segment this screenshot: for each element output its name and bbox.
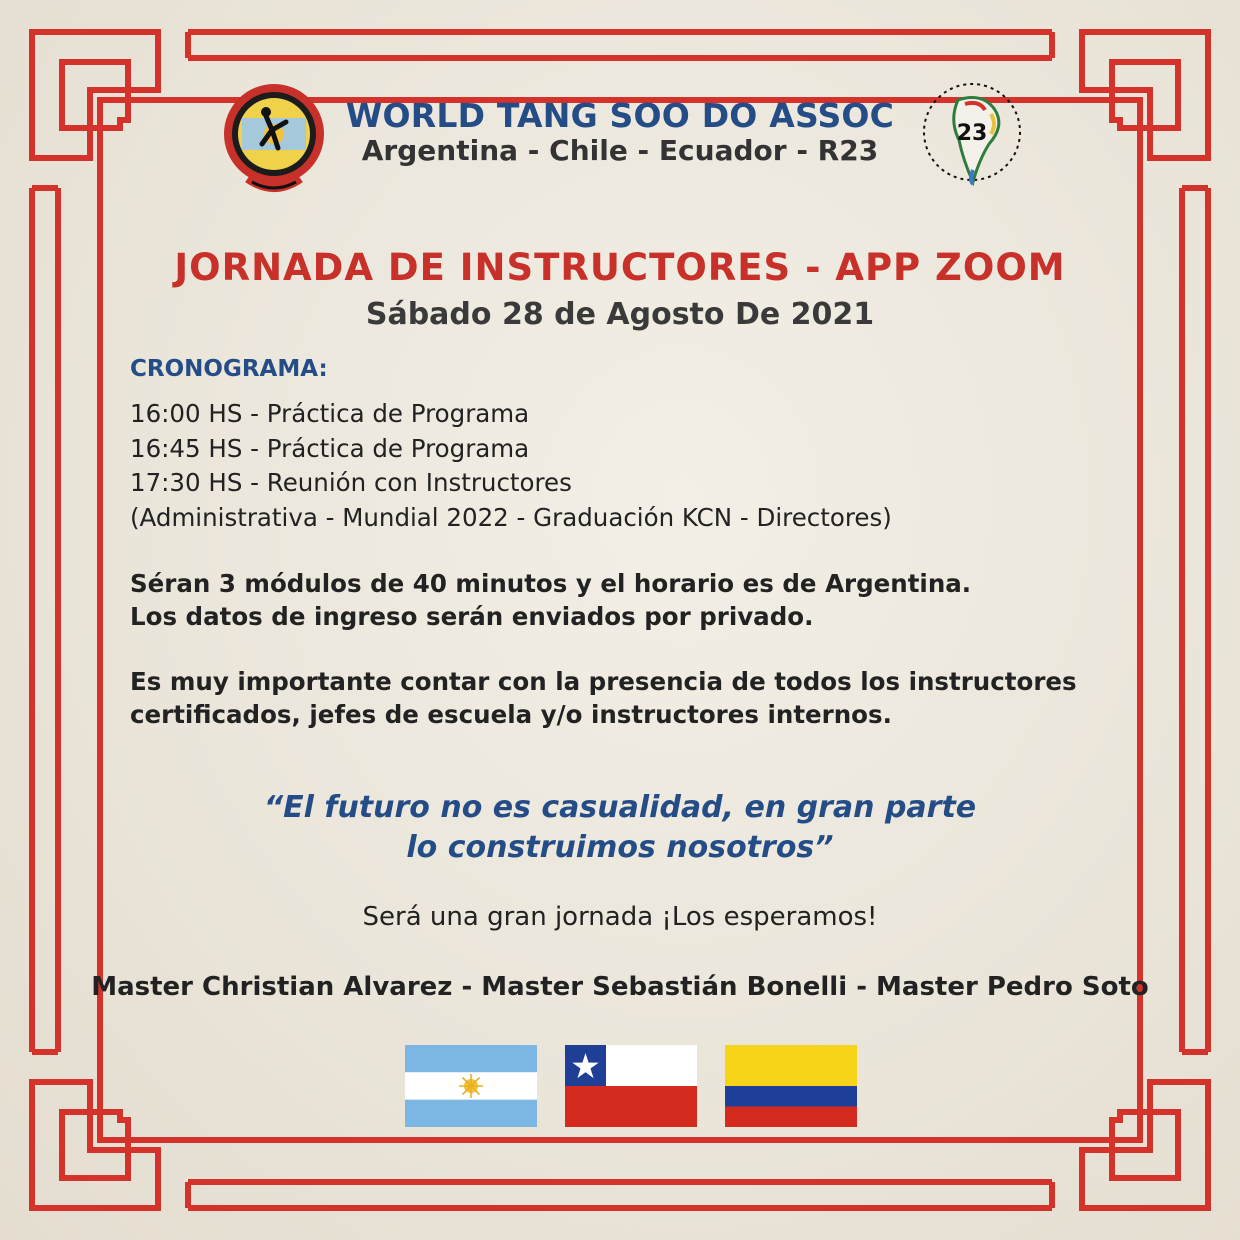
schedule-heading: CRONOGRAMA:	[130, 356, 328, 382]
region-number: 23	[956, 121, 988, 146]
schedule-item: 17:30 HS - Reunión con Instructores	[130, 468, 572, 497]
info-line: Es muy importante contar con la presencia de todos los instructores	[130, 667, 1077, 696]
schedule-item: (Administrativa - Mundial 2022 - Graduación KCN - Directores)	[130, 502, 892, 532]
schedule-item: 16:45 HS - Práctica de Programa	[130, 433, 530, 463]
info-paragraph-modules	[130, 567, 971, 633]
flag-colombia-icon	[725, 1045, 857, 1127]
signers: Master Christian Alvarez - Master Sebastián Bonelli - Master Pedro Soto	[91, 972, 1149, 1002]
info-line: Séran 3 módulos de 40 minutos y el horario es de Argentina.	[130, 569, 972, 598]
quote-line: lo construimos nosotros”	[406, 830, 834, 865]
schedule-item: 16:00 HS - Práctica de Programa	[130, 399, 530, 428]
closing-message: Será una gran jornada ¡Los esperamos!	[362, 902, 878, 932]
info-paragraph-attendance	[130, 665, 1077, 731]
info-line: certificados, jefes de escuela y/o instructores internos.	[130, 700, 892, 729]
quote-line: “El futuro no es casualidad, en gran parte	[263, 790, 977, 825]
flag-chile-icon	[565, 1045, 697, 1127]
quote	[0, 788, 1240, 868]
event-title: JORNADA DE INSTRUCTORES - APP ZOOM	[174, 246, 1066, 289]
info-line: Los datos de ingreso serán enviados por privado.	[130, 602, 814, 631]
org-countries: Argentina - Chile - Ecuador - R23	[361, 134, 879, 167]
schedule-list	[130, 397, 892, 535]
org-name: WORLD TANG SOO DO ASSOC	[345, 96, 895, 135]
event-date: Sábado 28 de Agosto De 2021	[365, 297, 875, 332]
flag-argentina-icon	[405, 1045, 537, 1127]
